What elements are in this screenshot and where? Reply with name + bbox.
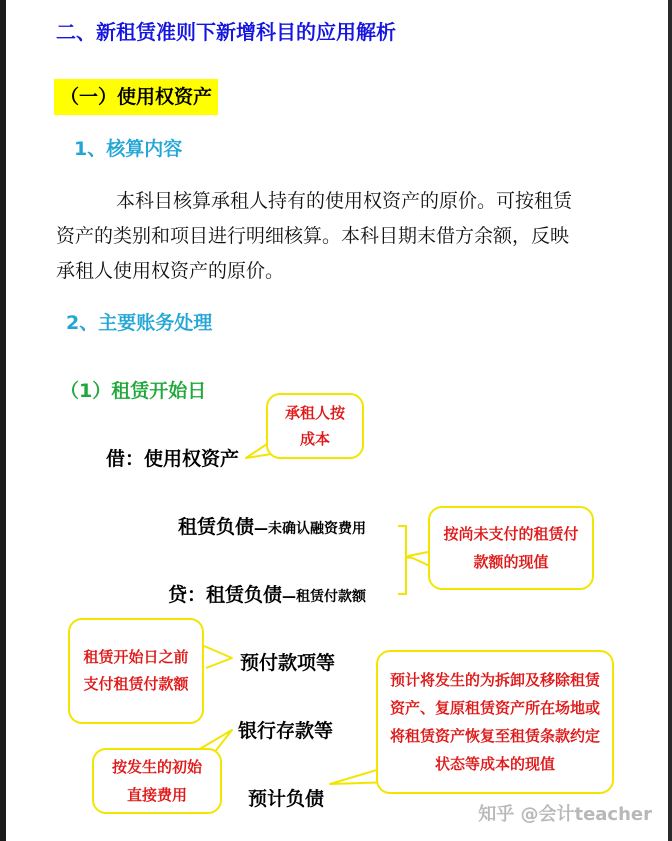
entry-lease-liability-row xyxy=(178,512,366,539)
paragraph-line-2: 资产的类别和项目进行明细核算。本科目期末借方余额，反映 xyxy=(56,225,570,247)
lease-start-subtitle: （1）租赁开始日 xyxy=(60,380,207,402)
entry-bank: 银行存款等 xyxy=(238,720,334,742)
callout-restoration: 预计将发生的为拆卸及移除租赁资产、复原租赁资产所在场地或将租赁资产恢复至租赁条款约定状态等成本的现值 xyxy=(376,650,614,794)
accounting-content-title: 1、核算内容 xyxy=(74,138,183,160)
main-processing-title: 2、主要账务处理 xyxy=(66,312,213,334)
callout-cost: 承租人按成本 xyxy=(266,393,364,459)
paragraph-line-1: 本科目核算承租人持有的使用权资产的原价。可按租赁 xyxy=(116,190,573,212)
entry-credit-note: —租赁付款额 xyxy=(282,589,367,605)
entry-prepaid: 预付款项等 xyxy=(240,652,336,674)
entry-provision: 预计负债 xyxy=(248,788,325,810)
page-heading: 二、新租赁准则下新增科目的应用解析 xyxy=(56,20,396,44)
entry-credit: 贷：租赁负债 xyxy=(168,584,283,606)
entry-lease-liability: 租赁负债 xyxy=(178,516,255,538)
callout-present-value: 按尚未支付的租赁付款额的现值 xyxy=(428,506,594,590)
entry-credit-row xyxy=(168,580,366,607)
entry-debit: 借：使用权资产 xyxy=(106,448,240,470)
paragraph-line-3: 承租人使用权资产的原价。 xyxy=(56,260,285,282)
callout-prepaid-before: 租赁开始日之前支付租赁付款额 xyxy=(68,618,204,724)
entry-lease-liability-note: —未确认融资费用 xyxy=(254,521,367,537)
watermark: 知乎 @会计teacher xyxy=(478,804,652,825)
section-title: （一）使用权资产 xyxy=(54,79,218,115)
tail-prepaid xyxy=(204,646,232,668)
bracket-lines xyxy=(398,526,406,594)
tail-present-value xyxy=(408,552,430,566)
callout-initial-cost: 按发生的初始直接费用 xyxy=(92,748,222,814)
